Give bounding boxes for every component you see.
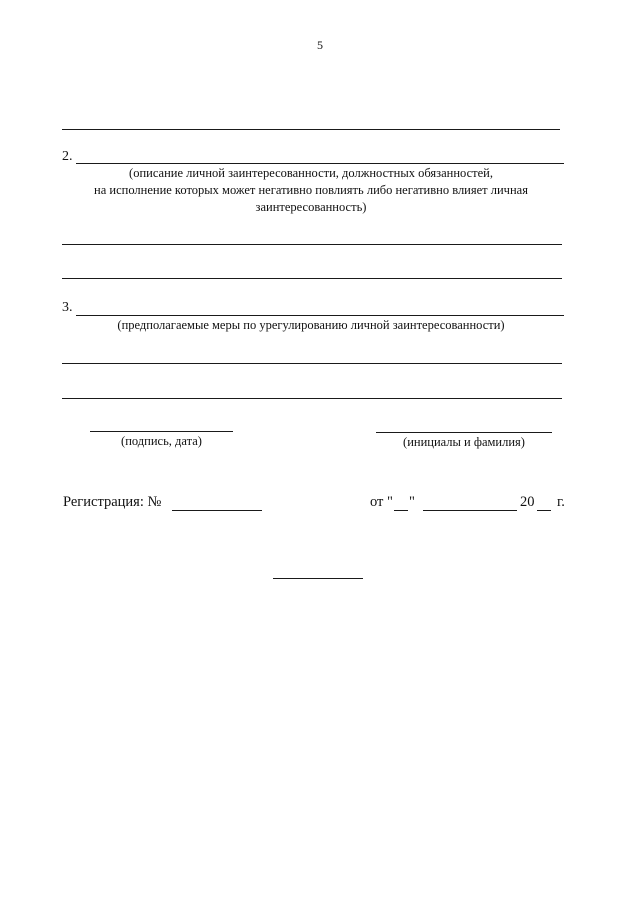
blank-line-1 xyxy=(62,129,560,130)
registration-number-line xyxy=(172,510,262,511)
end-separator xyxy=(273,578,363,579)
name-caption: (инициалы и фамилия) xyxy=(403,435,525,449)
name-line xyxy=(376,432,552,433)
registration-day-line xyxy=(394,510,408,511)
registration-quote-close: " xyxy=(409,494,415,510)
signature-caption: (подпись, дата) xyxy=(121,434,202,448)
registration-year-prefix: 20 xyxy=(520,494,535,510)
blank-line-3 xyxy=(62,278,562,279)
registration-month-line xyxy=(423,510,517,511)
item-2-caption-line-1: (описание личной заинтересованности, должностных обязанностей, xyxy=(129,166,493,180)
blank-line-5 xyxy=(62,398,562,399)
item-3-number: 3. xyxy=(62,300,73,315)
blank-line-4 xyxy=(62,363,562,364)
item-2-number: 2. xyxy=(62,149,73,164)
item-2-line xyxy=(76,163,564,164)
item-2-caption-line-2: на исполнение которых может негативно повлиять либо негативно влияет личная xyxy=(94,183,528,197)
registration-year-suffix: г. xyxy=(557,494,565,510)
item-2-caption-line-3: заинтересованность) xyxy=(255,200,367,214)
registration-from: от " xyxy=(370,494,393,510)
page-number: 5 xyxy=(317,38,323,52)
signature-line xyxy=(90,431,233,432)
registration-label: Регистрация: № xyxy=(63,494,162,510)
item-3-caption: (предполагаемые меры по урегулированию личной заинтересованности) xyxy=(117,318,505,332)
blank-line-2 xyxy=(62,244,562,245)
registration-year-line xyxy=(537,510,551,511)
item-3-line xyxy=(76,315,564,316)
